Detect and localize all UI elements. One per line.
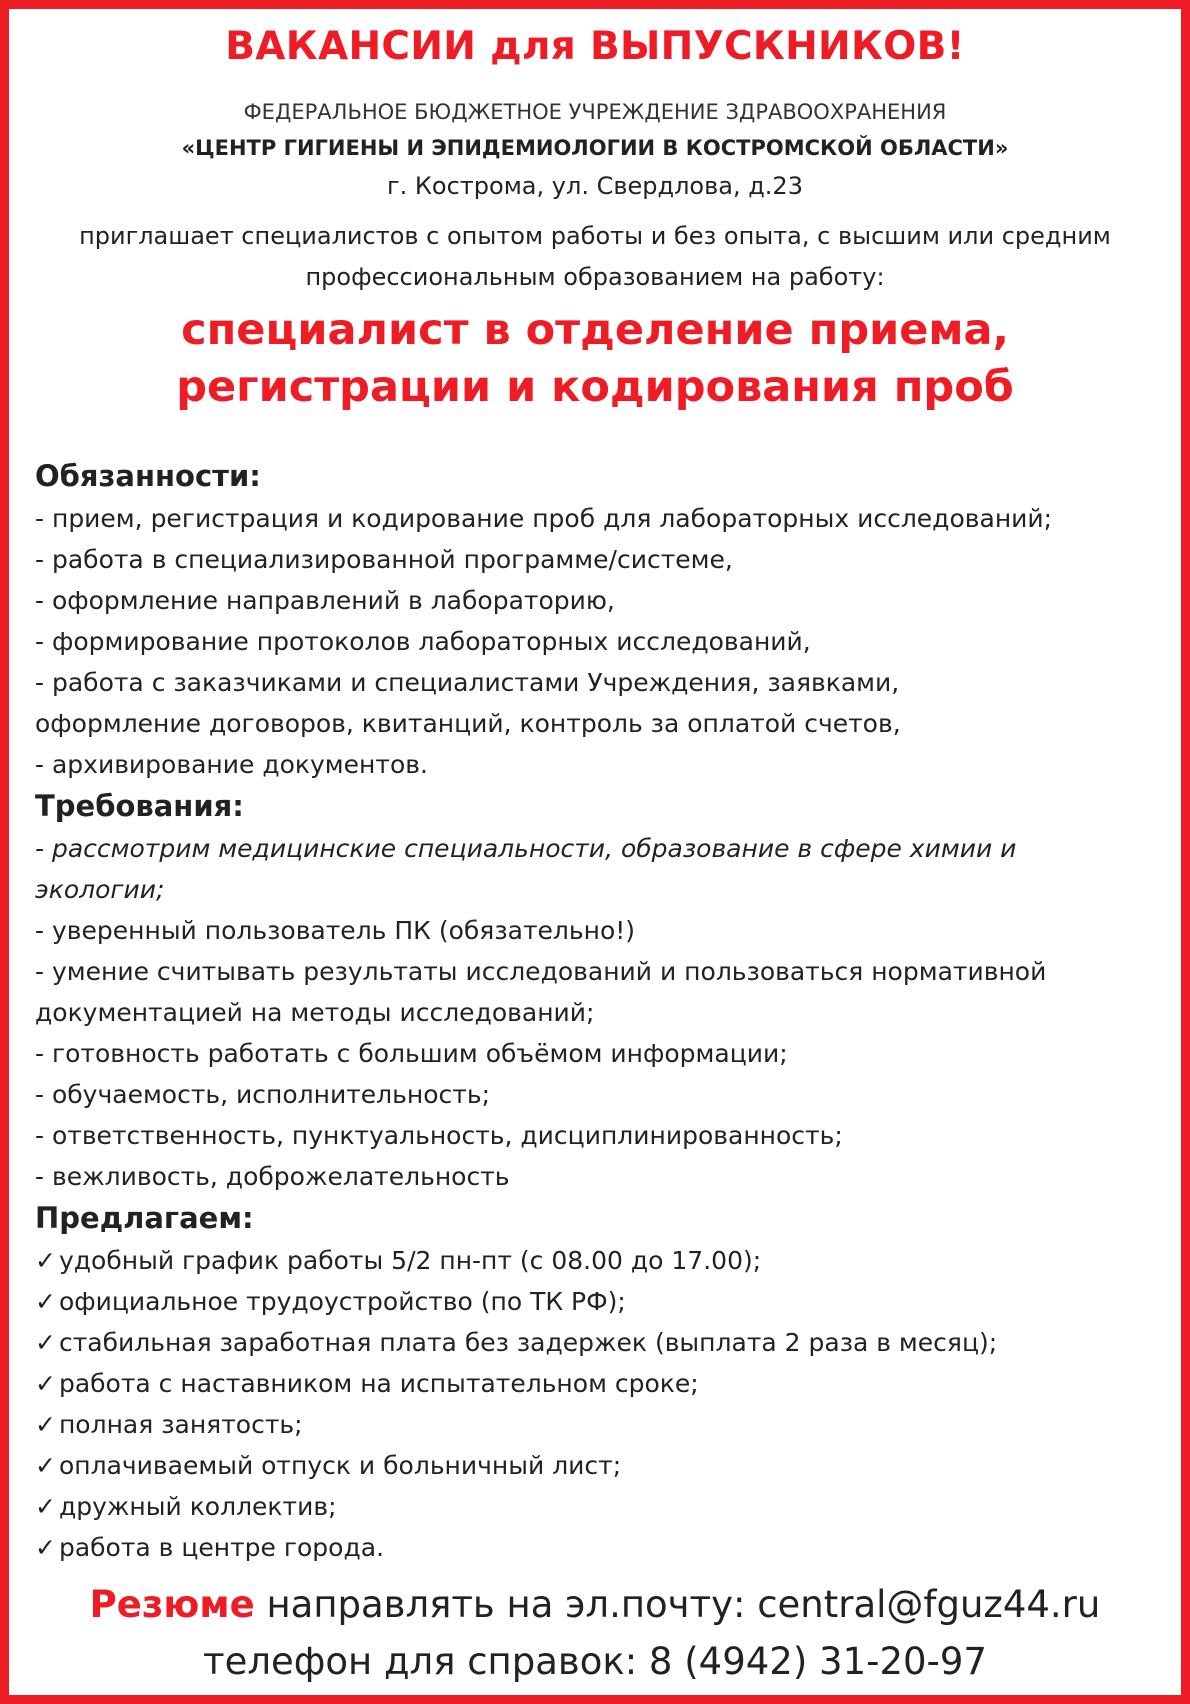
requirement-item: - вежливость, доброжелательность [35, 1162, 510, 1191]
duties-list [35, 498, 1155, 785]
offer-item-text: удобный график работы 5/2 пн-пт (с 08.00 до 17.00); [58, 1246, 762, 1275]
vacancy-position [30, 302, 1160, 416]
duties-section [35, 455, 1155, 785]
requirement-item: - обучаемость, исполнительность; [35, 1080, 491, 1109]
requirement-item: документацией на методы исследований; [35, 998, 595, 1027]
requirements-title: Требования: [35, 789, 244, 823]
resume-label: Резюме [89, 1583, 255, 1626]
poster-title: ВАКАНСИИ для ВЫПУСКНИКОВ! [225, 24, 965, 69]
invitation-text [30, 216, 1160, 298]
duty-item: - работа с заказчиками и специалистами Учреждения, заявками, [35, 668, 900, 697]
resume-contact-line [30, 1583, 1160, 1626]
duty-item: - работа в специализированной программе/системе, [35, 545, 733, 574]
requirements-list [35, 828, 1155, 1197]
vacancy-details [35, 455, 1155, 1568]
duty-item: - прием, регистрация и кодирование проб для лабораторных исследований; [35, 504, 1053, 533]
offer-item [35, 1404, 1155, 1445]
offer-section [35, 1197, 1155, 1568]
invitation-line-2: профессиональным образованием на работу: [305, 263, 885, 291]
checkmark-icon: ✓ [35, 1369, 56, 1398]
offer-item-text: дружный коллектив; [58, 1492, 337, 1521]
offer-item-text: стабильная заработная плата без задержек (выплата 2 раза в месяц); [58, 1328, 998, 1357]
vacancy-position-line-2: регистрации и кодирования проб [176, 362, 1014, 412]
offer-item [35, 1527, 1155, 1568]
offer-item [35, 1281, 1155, 1322]
offer-item-text: официальное трудоустройство (по ТК РФ); [58, 1287, 626, 1316]
vacancy-position-line-1: специалист в отделение приема, [181, 305, 1009, 355]
offer-item-text: оплачиваемый отпуск и больничный лист; [58, 1451, 622, 1480]
requirement-item: - ответственность, пунктуальность, дисциплинированность; [35, 1121, 843, 1150]
duty-item: - формирование протоколов лабораторных исследований, [35, 627, 811, 656]
requirements-section [35, 785, 1155, 1197]
offer-item [35, 1240, 1155, 1281]
requirement-item: - уверенный пользователь ПК (обязательно!) [35, 916, 636, 945]
invitation-line-1: приглашает специалистов с опытом работы и без опыта, с высшим или средним [79, 222, 1111, 250]
duty-item: оформление договоров, квитанций, контроль за оплатой счетов, [35, 709, 901, 738]
resume-email-text: направлять на эл.почту: central@fguz44.ru [254, 1583, 1101, 1626]
checkmark-icon: ✓ [35, 1328, 56, 1357]
offer-item-text: работа с наставником на испытательном сроке; [58, 1369, 699, 1398]
requirement-item-italic: экологии; [35, 875, 165, 904]
offer-title: Предлагаем: [35, 1201, 254, 1235]
requirement-item: - готовность работать с большим объёмом информации; [35, 1039, 788, 1068]
duty-item: - оформление направлений в лабораторию, [35, 586, 615, 615]
checkmark-icon: ✓ [35, 1246, 56, 1275]
requirement-item: - умение считывать результаты исследований и пользоваться нормативной [35, 957, 1047, 986]
duties-title: Обязанности: [35, 459, 261, 493]
organization-address: г. Кострома, ул. Свердлова, д.23 [387, 172, 803, 200]
phone-contact-line: телефон для справок: 8 (4942) 31-20-97 [203, 1640, 987, 1683]
offer-item-text: полная занятость; [58, 1410, 303, 1439]
offer-item [35, 1445, 1155, 1486]
offer-item [35, 1363, 1155, 1404]
offer-item [35, 1322, 1155, 1363]
organization-name: «ЦЕНТР ГИГИЕНЫ И ЭПИДЕМИОЛОГИИ В КОСТРОМСКОЙ ОБЛАСТИ» [181, 136, 1009, 160]
checkmark-icon: ✓ [35, 1492, 56, 1521]
checkmark-icon: ✓ [35, 1451, 56, 1480]
requirement-item-italic: - рассмотрим медицинские специальности, образование в сфере химии и [35, 834, 1017, 863]
checkmark-icon: ✓ [35, 1410, 56, 1439]
offer-item-text: работа в центре города. [58, 1533, 385, 1562]
offer-item [35, 1486, 1155, 1527]
checkmark-icon: ✓ [35, 1287, 56, 1316]
checkmark-icon: ✓ [35, 1533, 56, 1562]
duty-item: - архивирование документов. [35, 750, 428, 779]
organization-type: ФЕДЕРАЛЬНОЕ БЮДЖЕТНОЕ УЧРЕЖДЕНИЕ ЗДРАВООХРАНЕНИЯ [243, 100, 947, 124]
offer-list [35, 1240, 1155, 1568]
